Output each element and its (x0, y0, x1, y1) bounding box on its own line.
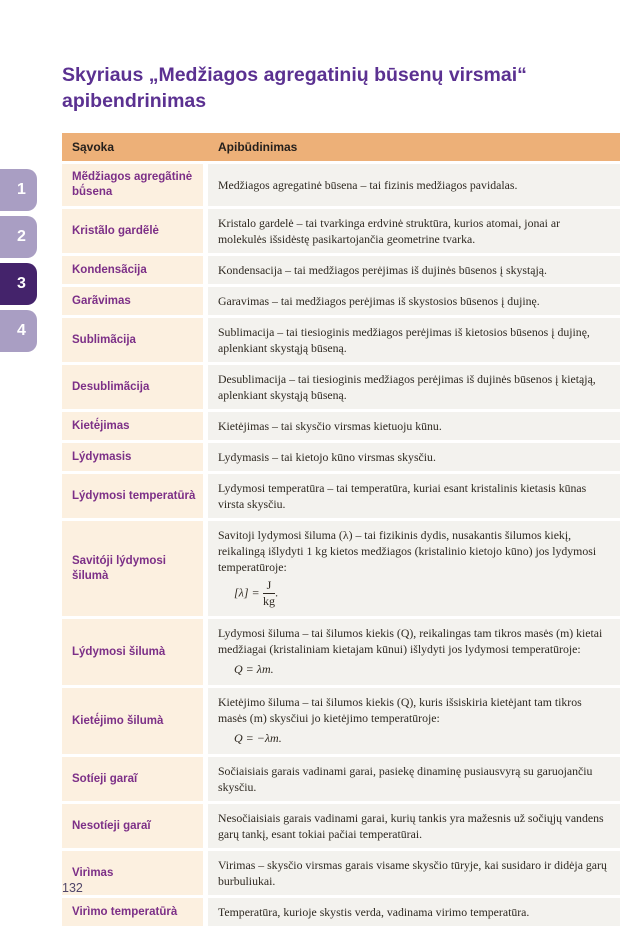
description-text: Temperatūra, kurioje skystis verda, vadinama virimo temperatūra. (218, 905, 530, 919)
description-cell (208, 521, 620, 616)
description-cell (208, 619, 620, 685)
column-header-term: Sąvoka (72, 140, 115, 154)
table-row (62, 619, 620, 685)
term-cell: Mẽdžiagos agregãtinė bū́sena (62, 164, 203, 206)
description-text: Sočiaisiais garais vadinami garai, pasiekę dinaminę pusiausvyrą su garuojančiu skysčiu. (218, 764, 593, 794)
description-cell (208, 164, 620, 206)
term-cell: Kondensãcija (62, 256, 203, 284)
page-title: Skyriaus „Medžiagos agregatinių būsenų virsmai“ apibendrinimas (62, 64, 527, 113)
term-cell: Virìmo temperatūrà (62, 898, 203, 926)
table-row (62, 318, 620, 362)
description-cell (208, 757, 620, 801)
table-header-row (62, 133, 620, 161)
description-cell (208, 851, 620, 895)
term-cell: Desublimãcija (62, 365, 203, 409)
description-text: Kietėjimo šiluma – tai šilumos kiekis (Q), kuris išsiskiria kietėjant tam tikros masės (m) skysčiui jo kietėjimo temperatūroje: (218, 695, 582, 725)
description-cell (208, 318, 620, 362)
description-text: Desublimacija – tai tiesioginis medžiagos perėjimas iš dujinės būsenos į kietąją, aplenkiant skystąją būseną. (218, 372, 596, 402)
term-cell: Garãvimas (62, 287, 203, 315)
term-cell: Lýdymosi šilumà (62, 619, 203, 685)
table-row (62, 209, 620, 253)
table-row (62, 365, 620, 409)
chapter-tab-3-active: 3 (0, 263, 37, 305)
table-row (62, 164, 620, 206)
term-cell: Sotíeji garaĩ (62, 757, 203, 801)
term-cell: Kristãlo gardẽlė (62, 209, 203, 253)
description-cell (208, 287, 620, 315)
table-row (62, 804, 620, 848)
table-row (62, 474, 620, 518)
fraction-denominator: kg (262, 594, 275, 608)
term-cell: Lýdymosi temperatūrà (62, 474, 203, 518)
term-cell: Nesotíeji garaĩ (62, 804, 203, 848)
description-text: Kondensacija – tai medžiagos perėjimas iš dujinės būsenos į skystąją. (218, 263, 547, 277)
table-row (62, 851, 620, 895)
unit-formula (234, 579, 610, 608)
description-cell (208, 474, 620, 518)
description-text: Medžiagos agregatinė būsena – tai fizinis medžiagos pavidalas. (218, 178, 518, 192)
table-row (62, 757, 620, 801)
description-cell (208, 256, 620, 284)
heat-formula: Q = −λm. (234, 731, 282, 745)
table-row (62, 898, 620, 926)
description-cell (208, 898, 620, 926)
formula-lhs: [λ] = (234, 585, 263, 600)
fraction-numerator: J (263, 579, 276, 594)
description-cell (208, 209, 620, 253)
table-row (62, 412, 620, 440)
description-text: Lydymosi temperatūra – tai temperatūra, kuriai esant kristalinis kietasis kūnas virsta skysčiu. (218, 481, 587, 511)
term-cell: Sublimãcija (62, 318, 203, 362)
description-text: Nesočiaisiais garais vadinami garai, kurių tankis yra mažesnis už sočiųjų vandens garų tankį, esant tokiai pačiai temperatūrai. (218, 811, 604, 841)
term-cell: Kietė́jimo šilumà (62, 688, 203, 754)
description-cell (208, 688, 620, 754)
description-text: Lydymasis – tai kietojo kūno virsmas skysčiu. (218, 450, 436, 464)
table-row (62, 443, 620, 471)
description-text: Virimas – skysčio virsmas garais visame skysčio tūryje, kai susidaro ir didėja garų burbuliukai. (218, 858, 607, 888)
chapter-tabs (0, 169, 40, 357)
terms-table (62, 133, 620, 926)
description-text: Garavimas – tai medžiagos perėjimas iš skystosios būsenos į dujinę. (218, 294, 540, 308)
chapter-tab-1: 1 (0, 169, 37, 211)
column-header-description: Apibūdinimas (218, 140, 298, 154)
page-number: 132 (62, 881, 83, 895)
description-text: Sublimacija – tai tiesioginis medžiagos perėjimas iš kietosios būsenos į dujinę, aplenkiant skystąją būseną. (218, 325, 590, 355)
term-cell: Lýdymasis (62, 443, 203, 471)
description-text: Kristalo gardelė – tai tvarkinga erdvinė struktūra, kurios atomai, jonai ar molekulės išsidėstę pasikartojančia geometrine tvarka. (218, 216, 561, 246)
description-text: Savitoji lydymosi šiluma (λ) – tai fizikinis dydis, nusakantis šilumos kiekį, reikalingą išlydyti 1 kg kietos medžiagos (kristalinio kietojo kūno) jos lydymosi temperatūroje: (218, 528, 597, 574)
table-row (62, 256, 620, 284)
formula-suffix: . (275, 585, 279, 600)
description-cell (208, 412, 620, 440)
description-cell (208, 365, 620, 409)
description-cell (208, 804, 620, 848)
term-cell: Savitóji lýdymosi šilumà (62, 521, 203, 616)
table-row (62, 688, 620, 754)
description-text: Kietėjimas – tai skysčio virsmas kietuoju kūnu. (218, 419, 442, 433)
term-cell: Virìmas (62, 851, 203, 895)
description-text: Lydymosi šiluma – tai šilumos kiekis (Q), reikalingas tam tikros masės (m) kietai medžiagai (kristaliniam kietajam kūnui) išlydyti jos lydymosi temperatūroje: (218, 626, 603, 656)
table-row (62, 287, 620, 315)
chapter-tab-2: 2 (0, 216, 37, 258)
fraction (262, 578, 279, 608)
heat-formula: Q = λm. (234, 662, 274, 676)
description-cell (208, 443, 620, 471)
chapter-tab-4: 4 (0, 310, 37, 352)
term-cell: Kietė́jimas (62, 412, 203, 440)
table-row (62, 521, 620, 616)
